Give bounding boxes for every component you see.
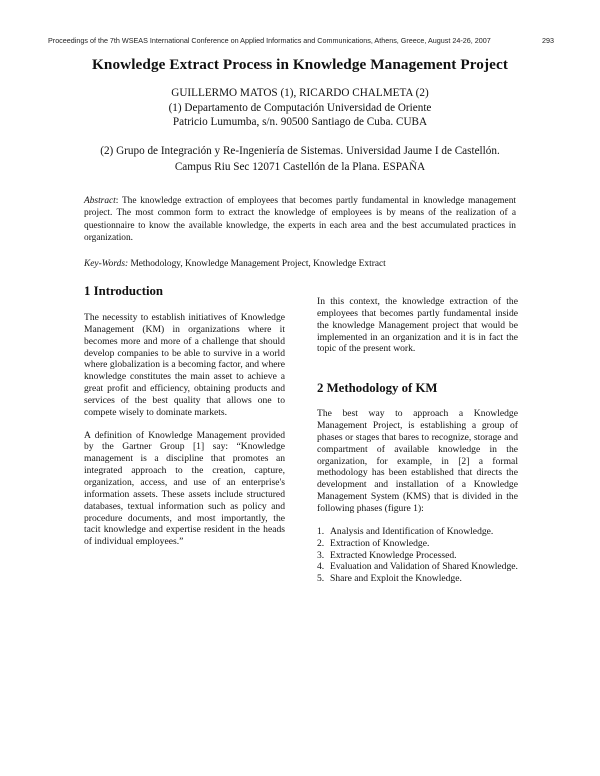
proceedings-line: Proceedings of the 7th WSEAS International Conference on Applied Informatics and Communications, Athens, Greece, August 24-26, 2007 (48, 36, 491, 45)
phases-list (317, 526, 518, 585)
affiliation-2-block (80, 144, 520, 175)
section-1-paragraph-3: In this context, the knowledge extraction of the employees that becomes partly fundamental inside the knowledge Management project that would be implemented in an organization and it is in fact the topic of the present work. (317, 296, 518, 355)
right-column (317, 296, 518, 585)
keywords-label: Key-Words: (84, 259, 129, 269)
phase-number: 5. (317, 573, 325, 585)
phase-number: 1. (317, 525, 325, 537)
page-number: 293 (542, 36, 554, 45)
phase-number: 2. (317, 537, 325, 549)
section-1-paragraph-1: The necessity to establish initiatives of Knowledge Management (KM) in organizations where it becomes more and more of a challenge that should develop companies to be able to survive in a world where globalization is a becoming factor, and where knowledge constitutes the main asset to achieve a great profit and efficiency, obtaining products and services of the best quality that allows one to compete wisely to dominate markets. (84, 312, 285, 418)
section-2-heading: 2 Methodology of KM (317, 381, 438, 396)
section-1-paragraph-2: A definition of Knowledge Management provided by the Gartner Group [1] say: “Knowledge management is a discipline that promotes an integrated approach to the creation, capture, organization, access, and use of an enterprise's information assets. These assets include structured databases, textual information such as policy and procedure documents, and most importantly, the tacit knowledge and expertise resident in the heads of individual employees.” (84, 429, 285, 548)
phase-text: Evaluation and Validation of Shared Knowledge. (330, 561, 518, 573)
phase-text: Share and Exploit the Knowledge. (330, 573, 462, 585)
abstract-label: Abstract (84, 196, 116, 206)
author-block (80, 86, 520, 130)
paper-title: Knowledge Extract Process in Knowledge Management Project (92, 56, 508, 73)
section-2-paragraph-1: The best way to approach a Knowledge Management Project, is establishing a group of phases or stages that bares to recognize, storage and compartment of available knowledge in the organization, for example, in [2] a formal methodology has been established that directs the development and installation of a Knowledge Management System (KMS) that is divided in the following phases (figure 1): (317, 408, 518, 514)
phase-item (317, 573, 518, 585)
affiliation-2-line-2: Campus Riu Sec 12071 Castellón de la Plana. ESPAÑA (174, 160, 426, 173)
phase-text: Extracted Knowledge Processed. (330, 549, 457, 561)
phase-item (317, 538, 518, 550)
phase-item (317, 550, 518, 562)
phase-number: 3. (317, 549, 325, 561)
keywords (84, 258, 516, 270)
phase-text: Analysis and Identification of Knowledge. (330, 525, 494, 537)
affiliation-1-line-1: (1) Departamento de Computación Universidad de Oriente (168, 101, 432, 114)
left-column (84, 283, 285, 548)
affiliation-1-line-2: Patricio Lumumba, s/n. 90500 Santiago de Cuba. CUBA (172, 116, 428, 128)
author-names: GUILLERMO MATOS (1), RICARDO CHALMETA (2) (171, 87, 429, 99)
running-header (48, 36, 554, 45)
section-1-heading: 1 Introduction (84, 284, 164, 298)
phase-item (317, 526, 518, 538)
abstract (84, 195, 516, 245)
phase-text: Extraction of Knowledge. (330, 537, 430, 549)
abstract-text: : The knowledge extraction of employees that becomes partly fundamental in knowledge management project. The most common form to extract the knowledge of employees is by means of the realization of a questionnaire to know the available knowledge, the experts in each area and the best accumulated practices in organization. (84, 196, 516, 244)
keywords-text: Methodology, Knowledge Management Project, Knowledge Extract (128, 259, 386, 269)
affiliation-2-line-1: (2) Grupo de Integración y Re-Ingeniería de Sistemas. Universidad Jaume I de Castellón. (100, 145, 500, 157)
phase-number: 4. (317, 561, 325, 573)
phase-item (317, 561, 518, 573)
